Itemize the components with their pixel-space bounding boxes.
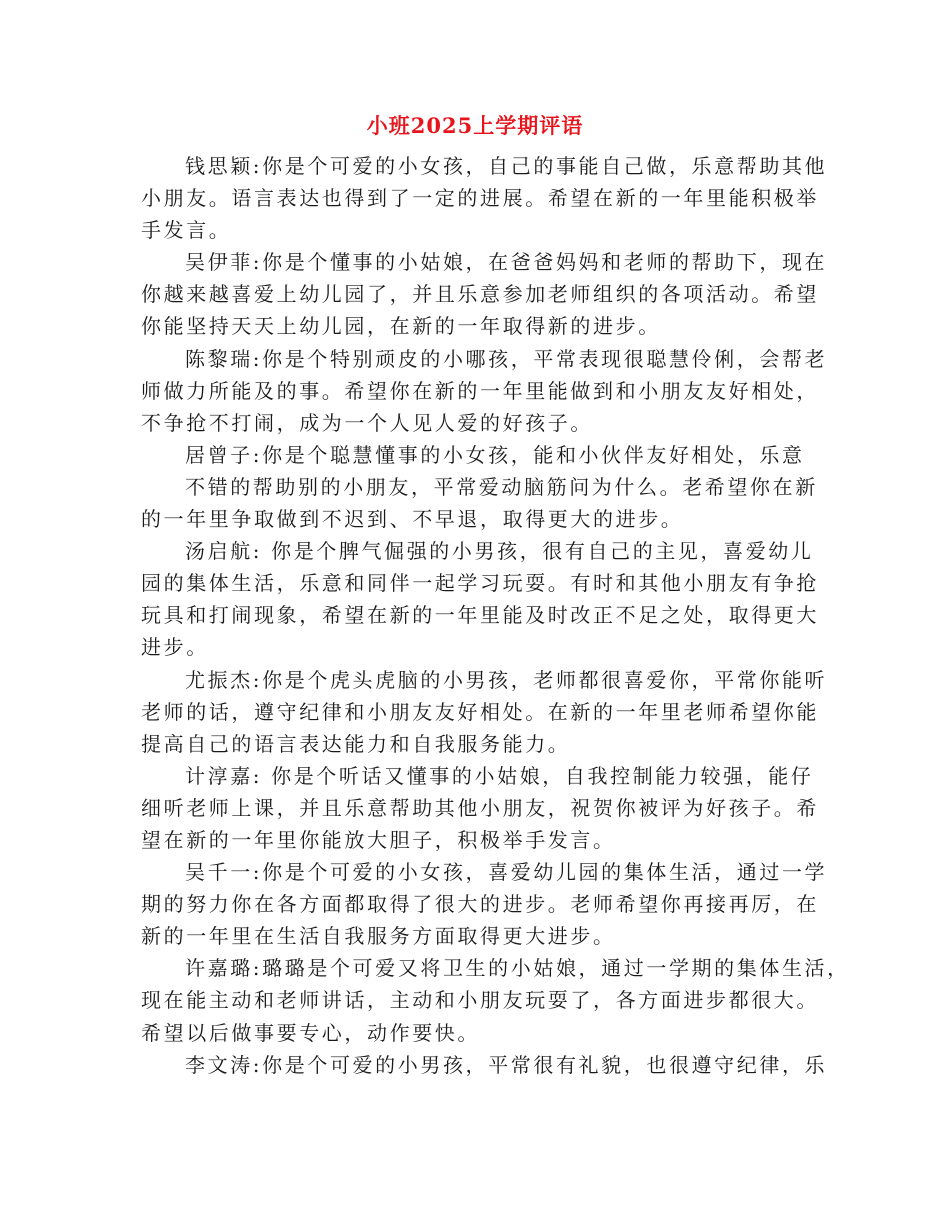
document-line: 园的集体生活，乐意和同伴一起学习玩耍。有时和其他小朋友有争抢 [141,571,819,596]
document-line: 细听老师上课，并且乐意帮助其他小朋友，祝贺你被评为好孩子。希 [141,795,819,820]
document-line: 钱思颖:你是个可爱的小女孩，自己的事能自己做，乐意帮助其他 [185,154,828,178]
document-line: 吴千一:你是个可爱的小女孩，喜爱幼儿园的集体生活，通过一学 [185,860,828,885]
document-line: 小朋友。语言表达也得到了一定的进展。希望在新的一年里能积极举 [141,186,819,211]
document-line: 李文涛:你是个可爱的小男孩，平常很有礼貌，也很遵守纪律，乐 [185,1052,828,1077]
document-line: 老师的话，遵守纪律和小朋友友好相处。在新的一年里老师希望你能 [141,699,819,724]
document-line: 你越来越喜爱上幼儿园了，并且乐意参加老师组织的各项活动。希望 [141,282,819,307]
document-line: 你能坚持天天上幼儿园，在新的一年取得新的进步。 [141,314,661,339]
document-line: 的一年里争取做到不迟到、不早退，取得更大的进步。 [141,507,684,532]
document-line: 玩具和打闹现象，希望在新的一年里能及时改正不足之处，取得更大 [141,603,819,628]
document-line: 陈黎瑞:你是个特别顽皮的小哪孩，平常表现很聪慧伶俐，会帮老 [185,346,828,371]
document-line: 师做力所能及的事。希望你在新的一年里能做到和小朋友友好相处， [141,378,819,403]
document-line: 希望以后做事要专心，动作要快。 [141,1020,480,1045]
document-line: 居曾子:你是个聪慧懂事的小女孩，能和小伙伴友好相处，乐意 [185,442,805,467]
document-line: 进步。 [141,635,209,660]
document-line: 计淳嘉: 你是个听话又懂事的小姑娘，自我控制能力较强，能仔 [185,763,814,788]
document-title: 小班2025上学期评语 [366,113,584,138]
document-line: 不争抢不打闹，成为一个人见人爱的好孩子。 [141,410,593,435]
document-line: 望在新的一年里你能放大胆子，积极举手发言。 [141,827,616,852]
document-body [141,150,850,1081]
document-line: 期的努力你在各方面都取得了很大的进步。老师希望你再接再厉，在 [141,892,819,917]
document-line: 吴伊菲:你是个懂事的小姑娘，在爸爸妈妈和老师的帮助下，现在 [185,250,828,275]
document-line: 不错的帮助别的小朋友，平常爱动脑筋问为什么。老希望你在新 [185,474,818,499]
document-line: 新的一年里在生活自我服务方面取得更大进步。 [141,924,616,949]
document-line: 现在能主动和老师讲话，主动和小朋友玩耍了，各方面进步都很大。 [141,988,819,1013]
document-line: 提高自己的语言表达能力和自我服务能力。 [141,731,571,756]
document-line: 手发言。 [141,218,232,243]
document-line: 许嘉璐:璐璐是个可爱又将卫生的小姑娘，通过一学期的集体生活， [185,956,850,981]
document-line: 尤振杰:你是个虎头虎脑的小男孩，老师都很喜爱你，平常你能听 [185,667,828,692]
document-line: 汤启航: 你是个脾气倔强的小男孩，很有自己的主见，喜爱幼儿 [185,539,814,564]
